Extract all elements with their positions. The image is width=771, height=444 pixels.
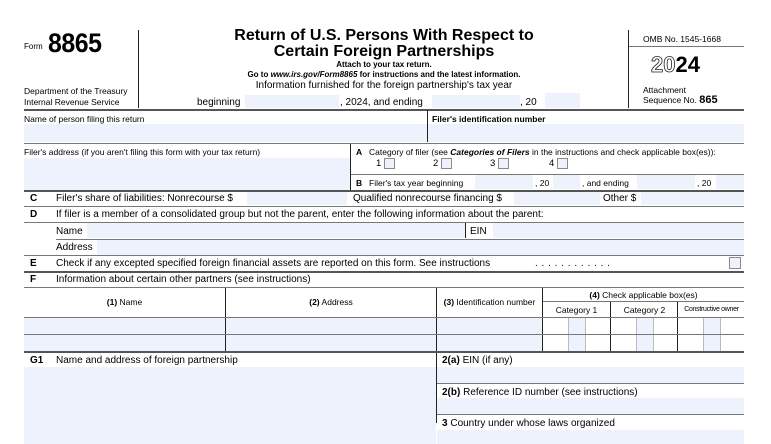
attach-note: Attach to your tax return.: [336, 60, 432, 69]
g2a-text: EIN (if any): [459, 355, 513, 366]
partner-1-category2-checkbox[interactable]: [636, 318, 654, 334]
rule-before-c: [24, 190, 744, 192]
name-filing-label: Name of person filing this return: [24, 114, 145, 124]
section-e-dots: . . . . . . . . . . . .: [535, 258, 611, 269]
country-input[interactable]: [437, 430, 744, 444]
g2a-num: 2(a): [442, 355, 460, 366]
rule-after-c: [24, 206, 744, 207]
category-4: [549, 158, 568, 169]
partner-2-id-input[interactable]: [437, 335, 542, 352]
g3-num: 3: [442, 418, 448, 429]
col-check-label: Check applicable box(es): [602, 290, 698, 300]
filer-year-beginning-suffix-input[interactable]: [553, 175, 580, 189]
section-b-letter: B: [356, 178, 363, 188]
category-4-label: 4: [549, 158, 555, 170]
parent-ein-input[interactable]: [493, 223, 744, 238]
section-e-letter: E: [30, 258, 37, 269]
form-label: Form: [24, 42, 43, 51]
section-g1-letter: G1: [30, 355, 44, 366]
section-g2a-label: [442, 355, 513, 366]
goto-line: [140, 70, 628, 79]
tax-year-outline: 20: [651, 52, 676, 77]
rule-g2a: [437, 383, 744, 384]
col-id-header: [437, 297, 542, 307]
partner-2-constructive-checkbox[interactable]: [703, 335, 721, 352]
other-label: Other $: [603, 193, 637, 204]
section-a-suffix: in the instructions and check applicable box(es)):: [529, 147, 716, 157]
department-line2: Internal Revenue Service: [24, 97, 120, 107]
section-e-text: Check if any excepted specified foreign financial assets are reported on this form. See instructions: [56, 258, 491, 269]
year-and-ending-label: , 2024, and ending: [340, 97, 423, 108]
section-f-letter: F: [30, 274, 37, 285]
col-id-num: (3): [443, 297, 455, 307]
section-g3-label: [442, 418, 615, 429]
col-name-num: (1): [106, 297, 118, 307]
name-filing-input[interactable]: [24, 124, 427, 142]
omb-number: OMB No. 1545-1668: [643, 34, 721, 44]
header-bottom-rule: [24, 109, 744, 111]
partnership-ein-input[interactable]: [437, 367, 744, 383]
irs-link[interactable]: www.irs.gov/Form8865: [270, 70, 358, 79]
col-check-num: (4): [589, 290, 600, 300]
category-3: [490, 158, 509, 169]
goto-suffix: for instructions and the latest information.: [357, 70, 521, 79]
category-2-label: 2: [433, 158, 439, 170]
header-divider-right: [628, 30, 629, 108]
g2b-num: 2(b): [442, 387, 461, 398]
rule-f-table-bottom: [24, 351, 744, 353]
filer-address-input[interactable]: [24, 158, 350, 190]
tax-year-bold: 24: [675, 52, 700, 77]
partnership-year-ending-input[interactable]: [432, 95, 520, 108]
section-a-prefix: Category of filer (see: [369, 147, 451, 157]
col-address-header: [226, 297, 436, 307]
category-3-label: 3: [490, 158, 496, 170]
partner-2-category2-checkbox[interactable]: [636, 335, 654, 352]
parent-name-input[interactable]: [87, 223, 465, 238]
header-divider-left: [138, 30, 139, 108]
rule-g2b: [437, 414, 744, 415]
partner-2-name-input[interactable]: [24, 335, 225, 352]
qualified-nonrecourse-input[interactable]: [514, 192, 600, 205]
title-line2: Certain Foreign Partnerships: [273, 43, 495, 60]
partner-2-category1-checkbox[interactable]: [568, 335, 586, 352]
section-g2b-label: [442, 387, 638, 398]
section-a-emphasis: Categories of Filers: [450, 147, 530, 157]
omb-divider: [629, 46, 744, 47]
goto-prefix: Go to: [247, 70, 271, 79]
section-d-text: If filer is a member of a consolidated group but not the parent, enter the following information about the parent:: [56, 209, 544, 220]
filer-year-ending-suffix-input[interactable]: [716, 175, 744, 189]
department-line1: Department of the Treasury: [24, 86, 128, 96]
title-line1: Return of U.S. Persons With Respect to: [234, 27, 534, 44]
form-number: 8865: [48, 28, 102, 58]
nonrecourse-input[interactable]: [247, 192, 347, 205]
partnership-year-beginning-input[interactable]: [245, 95, 339, 108]
parent-name-label: Name: [56, 226, 83, 237]
address-divider: [350, 144, 351, 190]
partnership-year-suffix-input[interactable]: [545, 93, 580, 108]
sequence-number: 865: [699, 94, 718, 106]
rule-after-d-address: [24, 255, 744, 256]
qualified-nonrecourse-label: Qualified nonrecourse financing $: [353, 193, 502, 204]
subcol-category1: Category 1: [555, 305, 598, 315]
category-1: [376, 158, 395, 169]
col-address-num: (2): [309, 297, 320, 307]
section-b-and-ending: , and ending: [582, 178, 629, 188]
other-input[interactable]: [641, 192, 744, 205]
attachment-sequence: [643, 85, 718, 105]
form-title: [140, 28, 628, 92]
section-b-beginning-label: Filer's tax year beginning: [369, 178, 464, 188]
partnership-name-address-input[interactable]: [24, 367, 436, 444]
tax-year: [651, 52, 700, 78]
partner-1-constructive-checkbox[interactable]: [703, 318, 721, 334]
col-address-label: Address: [321, 297, 353, 307]
category-2-checkbox[interactable]: [441, 158, 452, 169]
subcol-constructive-owner: Constructive owner: [684, 306, 739, 313]
section-b-comma20: , 20: [535, 178, 550, 188]
rule-after-e: [24, 271, 744, 273]
comma-20-label: , 20: [520, 97, 537, 108]
category-4-checkbox[interactable]: [557, 158, 568, 169]
section-d-letter: D: [30, 209, 38, 220]
col-name-label: Name: [119, 297, 143, 307]
rule-check-subheader: [543, 301, 744, 302]
partner-1-category1-checkbox[interactable]: [568, 318, 586, 334]
category-1-label: 1: [376, 158, 382, 170]
g2b-text: Reference ID number (see instructions): [460, 387, 638, 398]
name-ein-divider: [465, 223, 466, 238]
beginning-label: beginning: [197, 97, 241, 108]
partner-1-name-input[interactable]: [24, 318, 225, 334]
category-2: [433, 158, 452, 169]
section-f-text: Information about certain other partners (see instructions): [56, 274, 311, 285]
section-a-text: [369, 147, 716, 157]
partner-1-address-input[interactable]: [226, 318, 436, 334]
col-name-header: [24, 297, 225, 307]
partner-2-address-input[interactable]: [226, 335, 436, 352]
parent-address-input[interactable]: [97, 240, 744, 255]
filer-id-label: Filer's identification number: [432, 114, 546, 124]
partner-1-id-input[interactable]: [437, 318, 542, 334]
info-furnished: Information furnished for the foreign partnership's tax year: [255, 80, 513, 91]
section-a-letter: A: [356, 147, 363, 157]
category-1-checkbox[interactable]: [384, 158, 395, 169]
rule-after-name: [24, 143, 744, 144]
sequence-label: Sequence No.: [643, 95, 697, 105]
nonrecourse-label: Filer's share of liabilities: Nonrecourse $: [56, 193, 233, 204]
excepted-assets-checkbox[interactable]: [729, 257, 741, 269]
col-check-header: [543, 290, 744, 300]
section-c-letter: C: [30, 193, 38, 204]
rule-f-table-top: [24, 287, 744, 288]
filer-year-beginning-input[interactable]: [475, 175, 533, 189]
filer-year-ending-input[interactable]: [637, 175, 695, 189]
parent-ein-label: EIN: [470, 226, 487, 237]
section-g1-text: Name and address of foreign partnership: [56, 355, 238, 366]
parent-address-label: Address: [56, 242, 93, 253]
g3-text: Country under whose laws organized: [447, 418, 615, 429]
reference-id-input[interactable]: [437, 398, 744, 414]
filer-address-label: Filer's address (if you aren't filing this form with your tax return): [24, 147, 261, 157]
category-3-checkbox[interactable]: [498, 158, 509, 169]
filer-id-input[interactable]: [428, 124, 744, 142]
attachment-label: Attachment: [643, 85, 686, 95]
col-id-label: Identification number: [456, 297, 536, 307]
section-b-comma20b: , 20: [697, 178, 712, 188]
subcol-category2: Category 2: [623, 305, 666, 315]
